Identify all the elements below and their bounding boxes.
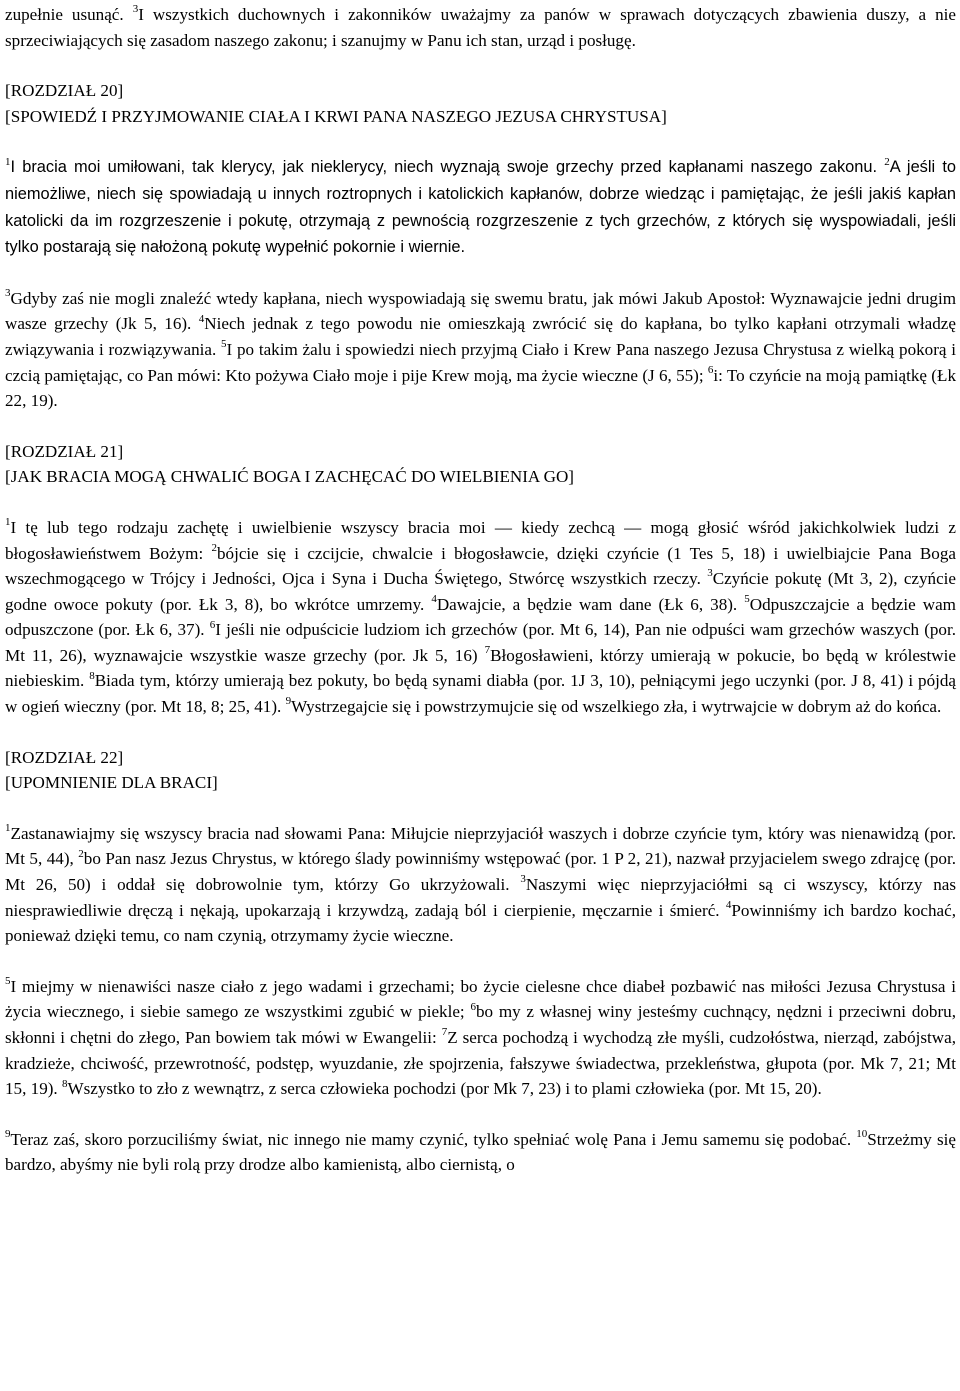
text-run: zupełnie usunąć. bbox=[5, 5, 133, 24]
verse-number: 6 bbox=[470, 1000, 476, 1013]
verse-number: 5 bbox=[5, 975, 11, 988]
paragraph-22-5 bbox=[5, 974, 956, 1102]
paragraph-22-1 bbox=[5, 821, 956, 949]
text-run: Zastanawiajmy się wszyscy bracia nad słowami Pana: Miłujcie nieprzyjaciół waszych i dobrze czyńcie tym, który was nienawidzą (por. Mt 5, 44), bbox=[5, 823, 956, 869]
text-run: Biada tym, którzy umierają bez pokuty, bo będą synami diabła (por. 1J 3, 10), pełniącymi jego uczynki (por. J 8, 41) i pójdą w ogień wieczny (por. Mt 18, 8; 25, 41). bbox=[5, 671, 956, 717]
text-run: [ROZDZIAŁ 22] bbox=[5, 747, 124, 767]
verse-number: 1 bbox=[5, 822, 11, 835]
text-run: Niech jednak z tego powodu nie omieszkają zwrócić się do kapłana, bo tylko kapłani otrzymali władzę związywania i rozwiązywania. bbox=[5, 314, 956, 359]
text-run: bo my z własnej winy jesteśmy cuchnący, nędzni i przeciwni dobru, skłonni i chętni do złego, Pan bowiem tak mówi w Ewangelii: bbox=[5, 1002, 956, 1047]
verse-number: 3 bbox=[707, 567, 713, 580]
verse-number: 7 bbox=[484, 644, 491, 657]
verse-number: 7 bbox=[441, 1026, 448, 1039]
verse-number: 4 bbox=[198, 312, 205, 325]
spacer bbox=[5, 1102, 956, 1127]
text-run: Wszystko to zło z wewnątrz, z serca człowieka pochodzi (por Mk 7, 23) i to plami człowieka (por. Mt 15, 20). bbox=[67, 1079, 822, 1099]
verse-number: 4 bbox=[431, 593, 437, 605]
text-run: i: To czyńcie na moją pamiątkę (Łk 22, 19). bbox=[5, 365, 956, 411]
verse-number: 3 bbox=[520, 873, 526, 886]
chapter-21-number bbox=[5, 439, 956, 465]
text-run: [ROZDZIAŁ 20] bbox=[5, 81, 124, 101]
verse-number: 1 bbox=[5, 155, 11, 168]
verse-number: 10 bbox=[856, 1128, 868, 1141]
chapter-20-number bbox=[5, 78, 956, 104]
text-run: A jeśli to niemożliwe, niech się spowiadają u innych roztropnych i katolickich kapłanów, dobrze wiedząc i pamiętając, że jeśli jakiś kapłan katolicki da im rozgrzeszenie i pokutę, otrzymają z pewnością rozgrzeszenie z tych grzechów, z których się wyspowiadali, jeśli tylko postarają się nałożoną pokutę wypełnić pokornie i wiernie. bbox=[5, 158, 956, 257]
text-run: Strzeżmy się bardzo, abyśmy nie byli rolą przy drodze albo kamienistą, albo ciernistą, o bbox=[5, 1129, 956, 1175]
text-run: Wystrzegajcie się i powstrzymujcie się od wszelkiego zła, i wytrwajcie w dobrym aż do końca. bbox=[291, 697, 942, 717]
paragraph-21-1 bbox=[5, 515, 956, 720]
verse-number: 2 bbox=[884, 155, 890, 168]
text-run: I miejmy w nienawiści nasze ciało z jego wadami i grzechami; bo życie cielesne chce diabeł pozbawić nas miłości Jezusa Chrystusa i życia wiecznego, i siebie samego ze wszystkimi zgubić w piekle; bbox=[5, 976, 956, 1022]
paragraph-20-3 bbox=[5, 286, 956, 414]
text-run: bo Pan nasz Jezus Chrystus, w którego ślady powinniśmy wstępować (por. 1 P 2, 21), nazwał przyjacielem swego zdrajcę (por. Mt 26, 50) i oddał się dobrowolnie tym, którzy Go ukrzyżowali. bbox=[5, 849, 956, 895]
spacer bbox=[5, 414, 956, 439]
text-run: I jeśli nie odpuścicie ludziom ich grzechów (por. Mt 6, 14), Pan nie odpuści wam grzechów waszych (por. Mt 11, 26), wyznawajcie wszystkie wasze grzechy (por. Jk 5, 16) bbox=[5, 620, 956, 665]
text-run: Naszymi więc nieprzyjaciółmi są ci wszyscy, którzy nas niesprawiedliwie dręczą i nękają, upokarzają i krzywdzą, zadają ból i cierpienie, męczarnie i śmierć. bbox=[5, 875, 956, 920]
spacer bbox=[5, 796, 956, 821]
text-run: Odpuszczajcie a będzie wam odpuszczone (por. Łk 6, 37). bbox=[5, 594, 956, 640]
verse-number: 6 bbox=[707, 363, 714, 376]
paragraph-intro bbox=[5, 2, 956, 53]
text-run: bójcie się i czcijcie, chwalcie i błogosławcie, dzięki czyńcie (1 Tes 5, 18) i uwielbiajcie Pana Boga wszechmogącego w Trójcy i Jedności, Ojca i Syna i Ducha Świętego, Stwórcę wszystkich rzeczy. bbox=[5, 543, 956, 589]
spacer bbox=[5, 261, 956, 286]
verse-number: 3 bbox=[5, 287, 11, 300]
verse-number: 5 bbox=[221, 338, 227, 351]
paragraph-22-9 bbox=[5, 1127, 956, 1178]
verse-number: 2 bbox=[78, 847, 84, 860]
text-run: Dawajcie, a będzie wam dane (Łk 6, 38). bbox=[436, 594, 745, 614]
verse-number: 6 bbox=[209, 618, 216, 631]
chapter-20-title bbox=[5, 104, 956, 130]
spacer bbox=[5, 53, 956, 78]
text-run: Teraz zaś, skoro porzuciliśmy świat, nic innego nie mamy czynić, tylko spełniać wolę Pana i Jemu samemu się podobać. bbox=[10, 1129, 857, 1149]
chapter-21-title bbox=[5, 464, 956, 490]
verse-number: 9 bbox=[5, 1128, 11, 1141]
text-run: Błogosławieni, którzy umierają w pokucie, bo będą w królestwie niebieskim. bbox=[5, 645, 956, 691]
verse-number: 5 bbox=[744, 593, 750, 605]
spacer bbox=[5, 720, 956, 745]
verse-number: 3 bbox=[132, 3, 139, 16]
text-run: [ROZDZIAŁ 21] bbox=[5, 441, 124, 461]
verse-number: 4 bbox=[725, 898, 732, 911]
text-run: Gdyby zaś nie mogli znaleźć wtedy kapłana, niech wyspowiadają się swemu bratu, jak mówi Jakub Apostoł: Wyznawajcie jedni drugim wasze grzechy (Jk 5, 16). bbox=[5, 288, 956, 334]
verse-number: 1 bbox=[5, 516, 11, 529]
verse-number: 9 bbox=[285, 695, 292, 708]
spacer bbox=[5, 949, 956, 974]
text-run: I wszystkich duchownych i zakonników uważajmy za panów w sprawach dotyczących zbawienia duszy, a nie sprzeciwiających się zasadom naszego zakonu; i szanujmy w Panu ich stan, urząd i posługę. bbox=[5, 5, 956, 50]
text-run: [UPOMNIENIE DLA BRACI] bbox=[5, 773, 218, 793]
spacer bbox=[5, 490, 956, 515]
text-run: Powinniśmy ich bardzo kochać, ponieważ dzięki temu, co nam czynią, otrzymamy życie wieczne. bbox=[5, 900, 956, 946]
spacer bbox=[5, 129, 956, 154]
text-run: I tę lub tego rodzaju zachętę i uwielbienie wszyscy bracia moi — kiedy zechcą — mogą głosić wśród jakichkolwiek ludzi z błogosławieństwem Bożym: bbox=[5, 517, 956, 563]
text-run: [JAK BRACIA MOGĄ CHWALIĆ BOGA I ZACHĘCAĆ DO WIELBIENIA GO] bbox=[5, 467, 574, 487]
verse-number: 8 bbox=[89, 669, 95, 682]
text-run: [SPOWIEDŹ I PRZYJMOWANIE CIAŁA I KRWI PANA NASZEGO JEZUSA CHRYSTUSA] bbox=[5, 106, 667, 126]
text-run: Z serca pochodzą i wychodzą złe myśli, cudzołóstwa, nierząd, zabójstwa, kradzieże, chciwość, przewrotność, podstęp, wyuzdanie, złe spojrzenia, fałszywe świadectwa, przekleństwa, głupota (por. Mk 7, 21; Mt 15, 19). bbox=[5, 1028, 957, 1099]
verse-number: 2 bbox=[211, 541, 217, 554]
chapter-22-title bbox=[5, 770, 956, 796]
text-run: I bracia moi umiłowani, tak klerycy, jak nieklerycy, niech wyznają swoje grzechy przed kapłanami naszego zakonu. bbox=[10, 158, 885, 177]
text-run: Czyńcie pokutę (Mt 3, 2), czyńcie godne owoce pokuty (por. Łk 3, 8), bo wkrótce umrzemy. bbox=[5, 569, 957, 614]
paragraph-20-1 bbox=[5, 154, 956, 260]
verse-number: 8 bbox=[61, 1077, 68, 1090]
text-run: I po takim żalu i spowiedzi niech przyjmą Ciało i Krew Pana naszego Jezusa Chrystusa z wielką pokorą i czcią pamiętając, co Pan mówi: Kto pożywa Ciało moje i pije Krew moją, ma życie wieczne (J 6, 55); bbox=[5, 339, 957, 385]
chapter-22-number bbox=[5, 745, 956, 771]
